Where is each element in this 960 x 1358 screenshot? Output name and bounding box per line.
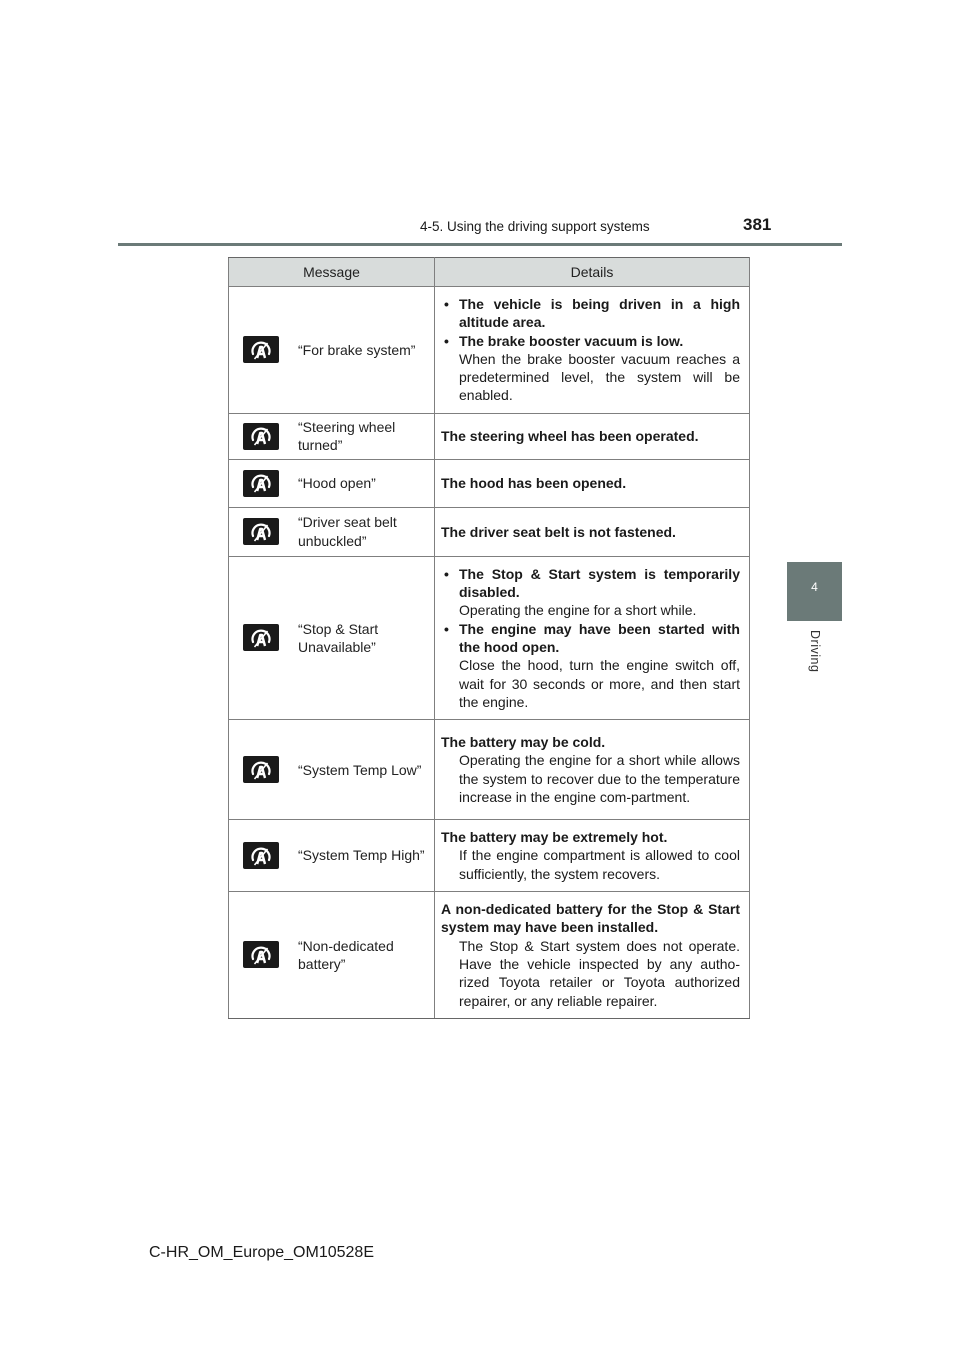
detail-text: A non-dedicated battery for the Stop & Start system may have been installed. [441,901,740,936]
chapter-label: Driving [808,630,822,673]
message-text: “For brake system” [298,341,416,358]
stop-start-off-icon [243,423,279,450]
table-row [229,556,750,719]
header-divider [118,243,842,246]
message-text: “Non-dedicated battery” [298,937,394,972]
detail-text: The driver seat belt is not fastened. [441,523,676,540]
detail-text: If the engine compartment is allowed to cool sufficiently, the system recovers. [459,847,740,882]
details-cell [435,287,750,414]
table-row [229,413,750,459]
detail-text: When the brake booster vacuum reaches a predetermined level, the system will be enabled. [459,350,740,404]
message-text: “Hood open” [298,475,376,492]
table-row [229,459,750,507]
stop-start-off-icon [243,941,279,968]
column-header-details: Details [435,258,750,287]
detail-text: The Stop & Start system does not operate. Have the vehicle inspected by any autho-rized Toyota retailer or Toyota authorized repairer, or any reliable repairer. [459,937,740,1009]
document-id: C-HR_OM_Europe_OM10528E [149,1244,374,1261]
details-cell [435,820,750,892]
table-row [229,720,750,820]
details-cell [435,459,750,507]
detail-bullet: • The engine may have been started with the hood open. [441,620,740,657]
detail-text: Close the hood, turn the engine switch off, wait for 30 seconds or more, and then start the engine. [459,657,740,710]
message-text: “System Temp Low” [298,761,422,778]
detail-text: The battery may be extremely hot. [441,829,668,846]
stop-start-off-icon [243,842,279,869]
details-cell [435,720,750,820]
details-cell [435,507,750,556]
column-header-message: Message [229,258,435,287]
stop-start-off-icon [243,624,279,651]
section-title: 4-5. Using the driving support systems [420,219,650,234]
chapter-tab: 4 [787,562,842,621]
message-table [228,257,750,1019]
detail-bullet: • The vehicle is being driven in a high altitude area. [441,295,740,332]
detail-text: The steering wheel has been operated. [441,428,699,445]
details-cell [435,892,750,1019]
detail-text: Operating the engine for a short while allows the system to recover due to the temperature increase in the engine com-partment. [459,752,740,805]
detail-bullet: • The Stop & Start system is temporarily disabled. [441,565,740,602]
details-cell [435,413,750,459]
table-header-row [229,258,750,287]
stop-start-off-icon [243,756,279,783]
stop-start-off-icon [243,336,279,363]
table-row [229,287,750,414]
message-text: “Driver seat belt unbuckled” [298,514,397,549]
table-row [229,507,750,556]
details-cell [435,556,750,719]
detail-text: The hood has been opened. [441,475,627,492]
table-row [229,820,750,892]
detail-bullet: • The brake booster vacuum is low. [441,332,740,350]
detail-text: Operating the engine for a short while. [459,602,697,619]
stop-start-off-icon [243,470,279,497]
table-row [229,892,750,1019]
stop-start-off-icon [243,518,279,545]
message-text: “Stop & Start Unavailable” [298,620,379,655]
detail-text: The battery may be cold. [441,734,606,751]
page-number: 381 [743,215,772,234]
message-text: “System Temp High” [298,847,425,864]
message-text: “Steering wheel turned” [298,418,396,454]
